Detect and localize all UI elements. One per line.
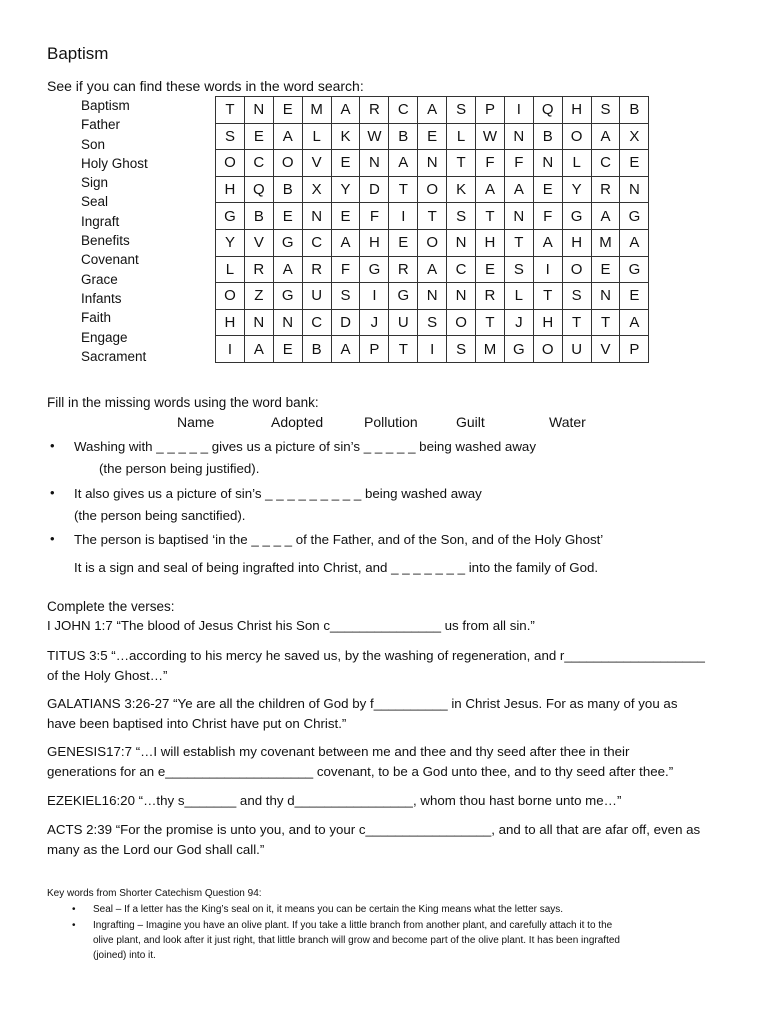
word-list-item: Sacrament xyxy=(81,348,147,364)
grid-cell: O xyxy=(562,123,591,150)
grid-cell: L xyxy=(216,256,245,283)
grid-cell: G xyxy=(504,336,533,363)
grid-cell: P xyxy=(360,336,389,363)
grid-cell: N xyxy=(533,150,562,177)
grid-cell: A xyxy=(620,309,649,336)
word-list-item: Faith xyxy=(81,310,112,326)
word-list-item: Infants xyxy=(81,290,122,306)
grid-cell: V xyxy=(302,150,331,177)
grid-cell: E xyxy=(418,123,447,150)
grid-cell: T xyxy=(476,203,505,230)
grid-cell: L xyxy=(302,123,331,150)
grid-cell: S xyxy=(504,256,533,283)
bullet-icon: • xyxy=(72,904,76,915)
grid-cell: G xyxy=(389,283,418,310)
grid-cell: E xyxy=(620,150,649,177)
grid-cell: N xyxy=(591,283,620,310)
grid-cell: H xyxy=(533,309,562,336)
fill-sentence-note: (the person being sanctified). xyxy=(74,508,246,523)
grid-cell: L xyxy=(447,123,476,150)
verses-header: Complete the verses: xyxy=(47,599,175,614)
fill-sentence: It also gives us a picture of sin’s _ _ _ _ _ _ _ _ _ being washed away xyxy=(74,486,482,501)
grid-cell: A xyxy=(273,123,302,150)
word-list-item: Son xyxy=(81,136,106,152)
grid-cell: C xyxy=(447,256,476,283)
grid-cell: R xyxy=(302,256,331,283)
grid-cell: E xyxy=(273,336,302,363)
grid-cell: J xyxy=(504,309,533,336)
grid-cell: E xyxy=(331,150,360,177)
grid-cell: R xyxy=(389,256,418,283)
grid-row xyxy=(216,176,649,203)
verse-ezekiel: EZEKIEL16:20 “…thy s_______ and thy d________________, whom thou hast borne unto me…” xyxy=(47,793,622,808)
grid-cell: S xyxy=(216,123,245,150)
grid-cell: N xyxy=(244,309,273,336)
verse-1john: I JOHN 1:7 “The blood of Jesus Christ his Son c_______________ us from all sin.” xyxy=(47,618,535,633)
grid-cell: C xyxy=(244,150,273,177)
grid-cell: O xyxy=(562,256,591,283)
word-search-instructions: See if you can find these words in the word search: xyxy=(47,78,364,94)
page-title: Baptism xyxy=(47,44,109,63)
grid-cell: L xyxy=(504,283,533,310)
grid-cell: B xyxy=(620,97,649,124)
grid-cell: S xyxy=(591,97,620,124)
grid-cell: H xyxy=(216,309,245,336)
bullet-icon: • xyxy=(50,531,55,546)
grid-cell: G xyxy=(216,203,245,230)
grid-cell: R xyxy=(476,283,505,310)
word-bank-item: Name xyxy=(177,414,215,430)
grid-cell: X xyxy=(620,123,649,150)
grid-cell: A xyxy=(331,97,360,124)
grid-cell: A xyxy=(389,150,418,177)
grid-cell: O xyxy=(418,176,447,203)
grid-cell: A xyxy=(476,176,505,203)
grid-cell: A xyxy=(273,256,302,283)
fill-sentence: It is a sign and seal of being ingrafted into Christ, and _ _ _ _ _ _ _ into the family of God. xyxy=(74,560,599,575)
grid-cell: T xyxy=(447,150,476,177)
grid-cell: I xyxy=(216,336,245,363)
grid-cell: Q xyxy=(533,97,562,124)
grid-cell: B xyxy=(389,123,418,150)
grid-cell: B xyxy=(533,123,562,150)
grid-cell: O xyxy=(273,150,302,177)
bullet-icon: • xyxy=(50,485,55,500)
bullet-icon: • xyxy=(50,438,55,453)
grid-cell: U xyxy=(389,309,418,336)
grid-cell: C xyxy=(302,229,331,256)
grid-cell: T xyxy=(476,309,505,336)
grid-cell: N xyxy=(504,123,533,150)
word-list-item: Benefits xyxy=(81,233,130,249)
verse-genesis-cont: generations for an e____________________ covenant, to be a God unto thee, and to thy seed after thee.” xyxy=(47,764,674,779)
grid-cell: U xyxy=(302,283,331,310)
grid-cell: H xyxy=(476,229,505,256)
grid-cell: L xyxy=(562,150,591,177)
key-ingrafting-cont: (joined) into it. xyxy=(93,950,156,961)
grid-cell: T xyxy=(533,283,562,310)
grid-cell: T xyxy=(389,176,418,203)
word-list-item: Covenant xyxy=(81,252,139,268)
grid-cell: O xyxy=(533,336,562,363)
grid-cell: B xyxy=(273,176,302,203)
word-list-item: Ingraft xyxy=(81,213,120,229)
word-list-item: Holy Ghost xyxy=(81,155,148,171)
grid-cell: F xyxy=(476,150,505,177)
fill-sentence: Washing with _ _ _ _ _ gives us a picture of sin’s _ _ _ _ _ being washed away xyxy=(74,439,536,454)
grid-cell: H xyxy=(216,176,245,203)
key-ingrafting: Ingrafting – Imagine you have an olive plant. If you take a little branch from another plant, and carefully attach it to the xyxy=(93,920,613,931)
grid-cell: K xyxy=(331,123,360,150)
grid-cell: T xyxy=(562,309,591,336)
grid-cell: S xyxy=(418,309,447,336)
grid-cell: M xyxy=(591,229,620,256)
grid-cell: A xyxy=(418,256,447,283)
grid-cell: B xyxy=(244,203,273,230)
grid-cell: M xyxy=(302,97,331,124)
grid-cell: E xyxy=(331,203,360,230)
fill-sentence: The person is baptised ‘in the _ _ _ _ of the Father, and of the Son, and of the Holy Ghost’ xyxy=(74,532,604,547)
grid-cell: N xyxy=(418,150,447,177)
word-bank-item: Water xyxy=(549,414,586,430)
grid-cell: V xyxy=(591,336,620,363)
grid-cell: T xyxy=(504,229,533,256)
bullet-icon: • xyxy=(72,920,76,931)
grid-cell: O xyxy=(216,150,245,177)
grid-cell: H xyxy=(562,229,591,256)
grid-cell: N xyxy=(504,203,533,230)
grid-cell: R xyxy=(591,176,620,203)
grid-cell: P xyxy=(476,97,505,124)
grid-cell: D xyxy=(331,309,360,336)
grid-cell: G xyxy=(562,203,591,230)
grid-cell: A xyxy=(244,336,273,363)
grid-cell: E xyxy=(476,256,505,283)
grid-cell: A xyxy=(591,123,620,150)
grid-cell: T xyxy=(591,309,620,336)
word-bank-item: Adopted xyxy=(271,414,324,430)
grid-cell: S xyxy=(331,283,360,310)
grid-cell: J xyxy=(360,309,389,336)
grid-cell: S xyxy=(447,203,476,230)
grid-cell: E xyxy=(620,283,649,310)
key-words-header: Key words from Shorter Catechism Question 94: xyxy=(47,888,262,899)
grid-row xyxy=(216,309,649,336)
grid-cell: N xyxy=(360,150,389,177)
grid-cell: W xyxy=(360,123,389,150)
verse-titus-cont: of the Holy Ghost…” xyxy=(47,668,168,683)
verse-galatians: GALATIANS 3:26-27 “Ye are all the children of God by f__________ in Christ Jesus. For as many of you as xyxy=(47,696,678,711)
grid-cell: G xyxy=(360,256,389,283)
grid-cell: Y xyxy=(216,229,245,256)
grid-cell: V xyxy=(244,229,273,256)
grid-cell: T xyxy=(418,203,447,230)
word-list-item: Grace xyxy=(81,271,118,287)
grid-cell: C xyxy=(389,97,418,124)
grid-cell: E xyxy=(273,203,302,230)
verse-titus: TITUS 3:5 “…according to his mercy he saved us, by the washing of regeneration, and r___________________ xyxy=(47,648,705,663)
grid-row xyxy=(216,150,649,177)
grid-cell: U xyxy=(562,336,591,363)
grid-cell: T xyxy=(216,97,245,124)
grid-cell: G xyxy=(273,229,302,256)
grid-cell: E xyxy=(244,123,273,150)
grid-cell: S xyxy=(447,97,476,124)
grid-cell: E xyxy=(533,176,562,203)
grid-cell: F xyxy=(533,203,562,230)
grid-cell: E xyxy=(273,97,302,124)
grid-cell: N xyxy=(620,176,649,203)
grid-cell: G xyxy=(273,283,302,310)
grid-cell: F xyxy=(504,150,533,177)
grid-cell: N xyxy=(302,203,331,230)
verse-galatians-cont: have been baptised into Christ have put on Christ.” xyxy=(47,716,347,731)
grid-cell: H xyxy=(562,97,591,124)
grid-cell: A xyxy=(533,229,562,256)
grid-cell: C xyxy=(591,150,620,177)
grid-cell: O xyxy=(418,229,447,256)
grid-cell: Z xyxy=(244,283,273,310)
word-list-item: Father xyxy=(81,117,121,133)
grid-cell: N xyxy=(447,229,476,256)
grid-cell: A xyxy=(331,229,360,256)
grid-cell: I xyxy=(418,336,447,363)
word-list-item: Engage xyxy=(81,329,128,345)
grid-cell: O xyxy=(447,309,476,336)
grid-cell: N xyxy=(244,97,273,124)
word-list-item: Baptism xyxy=(81,98,130,113)
word-list xyxy=(81,96,148,366)
grid-cell: I xyxy=(360,283,389,310)
word-search-grid xyxy=(215,96,649,363)
verse-acts: ACTS 2:39 “For the promise is unto you, and to your c_________________, and to all that are afar off, even as xyxy=(47,822,701,837)
grid-cell: E xyxy=(591,256,620,283)
grid-cell: D xyxy=(360,176,389,203)
word-bank-item: Pollution xyxy=(364,414,418,430)
grid-cell: W xyxy=(476,123,505,150)
grid-cell: G xyxy=(620,203,649,230)
grid-row xyxy=(216,229,649,256)
grid-cell: A xyxy=(620,229,649,256)
grid-row xyxy=(216,336,649,363)
fill-sentence-note: (the person being justified). xyxy=(99,461,260,476)
grid-row xyxy=(216,283,649,310)
verse-genesis: GENESIS17:7 “…I will establish my covenant between me and thee and thy seed after thee in their xyxy=(47,744,630,759)
word-bank-item: Guilt xyxy=(456,414,485,430)
grid-row xyxy=(216,97,649,124)
grid-cell: F xyxy=(360,203,389,230)
grid-cell: I xyxy=(533,256,562,283)
grid-cell: A xyxy=(591,203,620,230)
grid-cell: S xyxy=(447,336,476,363)
grid-cell: I xyxy=(504,97,533,124)
key-seal: Seal – If a letter has the King’s seal on it, it means you can be certain the King means what the letter says. xyxy=(93,904,564,915)
grid-cell: F xyxy=(331,256,360,283)
grid-cell: N xyxy=(447,283,476,310)
grid-cell: A xyxy=(331,336,360,363)
grid-cell: P xyxy=(620,336,649,363)
grid-cell: B xyxy=(302,336,331,363)
grid-cell: T xyxy=(389,336,418,363)
grid-row xyxy=(216,203,649,230)
word-list-item: Sign xyxy=(81,175,109,191)
grid-cell: O xyxy=(216,283,245,310)
key-ingrafting-cont: olive plant, and look after it just right, that little branch will grow and become part of the olive plant. It has been ingrafted xyxy=(93,935,620,946)
grid-cell: M xyxy=(476,336,505,363)
grid-cell: I xyxy=(389,203,418,230)
grid-cell: C xyxy=(302,309,331,336)
grid-row xyxy=(216,123,649,150)
grid-cell: K xyxy=(447,176,476,203)
grid-cell: A xyxy=(504,176,533,203)
grid-cell: S xyxy=(562,283,591,310)
grid-cell: A xyxy=(418,97,447,124)
grid-cell: Q xyxy=(244,176,273,203)
grid-cell: N xyxy=(273,309,302,336)
fill-in-header: Fill in the missing words using the word bank: xyxy=(47,395,319,410)
grid-cell: Y xyxy=(562,176,591,203)
grid-cell: N xyxy=(418,283,447,310)
grid-row xyxy=(216,256,649,283)
word-list-item: Seal xyxy=(81,194,109,210)
grid-cell: X xyxy=(302,176,331,203)
grid-cell: R xyxy=(244,256,273,283)
grid-cell: Y xyxy=(331,176,360,203)
grid-cell: E xyxy=(389,229,418,256)
verse-acts-cont: many as the Lord our God shall call.” xyxy=(47,842,265,857)
grid-cell: H xyxy=(360,229,389,256)
grid-cell: G xyxy=(620,256,649,283)
grid-cell: R xyxy=(360,97,389,124)
